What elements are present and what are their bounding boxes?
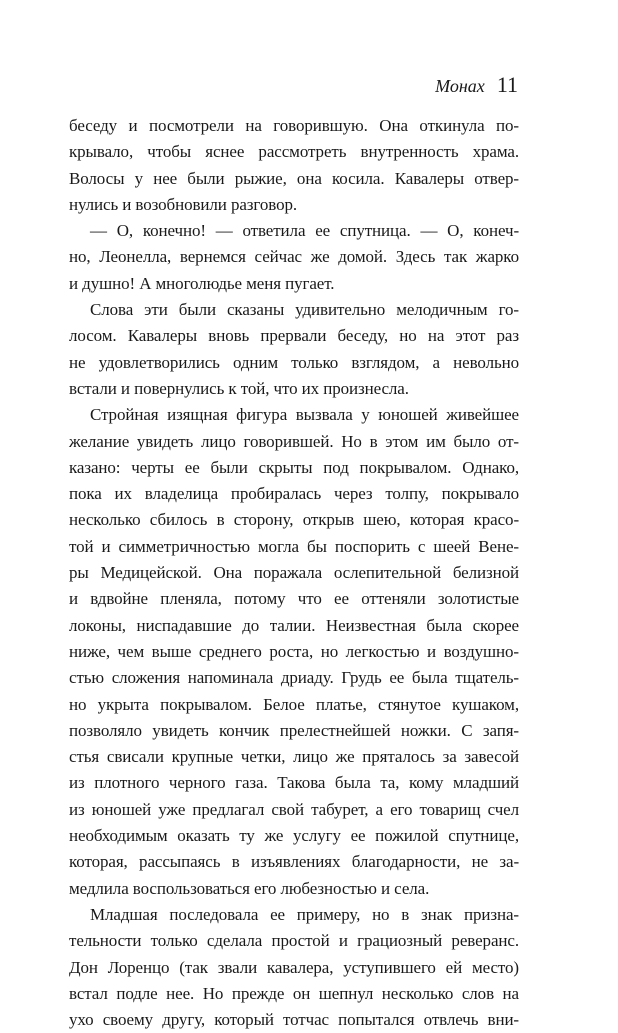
text-line: ниже, чем выше среднего роста, но легкостью и воздушно- bbox=[69, 641, 519, 661]
text-line: локоны, ниспадавшие до талии. Неизвестная была скорее bbox=[69, 615, 519, 635]
text-line: и душно! А многолюдье меня пугает. bbox=[69, 273, 335, 293]
text-line: ры Медицейской. Она поражала ослепительной белизной bbox=[69, 563, 519, 583]
text-line: той и симметричностью могла бы поспорить с шеей Вене- bbox=[69, 536, 519, 556]
text-line: пока их владелица пробиралась через толпу, покрывало bbox=[69, 484, 519, 504]
text-line: но, Леонелла, вернемся сейчас же домой. Здесь так жарко bbox=[69, 247, 519, 267]
text-line: крывало, чтобы яснее рассмотреть внутренность храма. bbox=[69, 142, 519, 162]
text-line: ухо своему другу, который тотчас попытался отвлечь вни- bbox=[69, 1010, 519, 1030]
text-line: беседу и посмотрели на говорившую. Она откинула по- bbox=[69, 116, 519, 135]
text-line: нулись и возобновили разговор. bbox=[69, 194, 298, 214]
text-line: желание увидеть лицо говорившей. Но в этом им было от- bbox=[69, 431, 519, 451]
text-line: несколько сбилось в сторону, открыв шею, которая красо- bbox=[69, 510, 519, 530]
text-line: Слова эти были сказаны удивительно мелодичным го- bbox=[90, 300, 519, 320]
running-header bbox=[435, 72, 518, 98]
text-line: встали и повернулись к той, что их произнесла. bbox=[69, 378, 409, 398]
text-line: необходимым оказать ту же услугу ее пожилой спутнице, bbox=[69, 826, 519, 846]
text-line: которая, рассыпаясь в изъявлениях благодарности, не за- bbox=[69, 852, 519, 872]
text-line: но укрыта покрывалом. Белое платье, стянутое кушаком, bbox=[69, 694, 519, 714]
text-line: лосом. Кавалеры вновь прервали беседу, но на этот раз bbox=[69, 326, 519, 346]
text-line: Дон Лоренцо (так звали кавалера, уступившего ей место) bbox=[69, 957, 519, 977]
body-text bbox=[69, 113, 519, 1033]
text-line: и вдвойне пленяла, потому что ее оттеняли золотистые bbox=[69, 589, 519, 609]
text-line: медлила воспользоваться его любезностью и села. bbox=[69, 878, 430, 898]
text-line: — О, конечно! — ответила ее спутница. — О, конеч- bbox=[90, 221, 519, 241]
text-line: стью сложения напоминала дриаду. Грудь ее была тщатель- bbox=[69, 668, 519, 688]
text-line: Волосы у нее были рыжие, она косила. Кавалеры отвер- bbox=[69, 168, 519, 188]
text-line: тельности только сделала простой и грациозный реверанс. bbox=[69, 931, 519, 951]
text-line: стья свисали крупные четки, лицо же пряталось за завесой bbox=[69, 747, 519, 767]
text-line: не удовлетворились одним только взглядом, а невольно bbox=[69, 352, 519, 372]
text-line: позволяло увидеть кончик прелестнейшей ножки. С запя- bbox=[69, 720, 519, 740]
running-title: Монах bbox=[435, 76, 485, 96]
text-line: из юношей уже предлагал свой табурет, а его товарищ счел bbox=[69, 799, 519, 819]
text-line: казано: черты ее были скрыты под покрывалом. Однако, bbox=[69, 457, 519, 477]
text-line: Стройная изящная фигура вызвала у юношей живейшее bbox=[90, 405, 519, 425]
page-number: 11 bbox=[496, 72, 518, 97]
text-line: Младшая последовала ее примеру, но в знак призна- bbox=[90, 904, 519, 924]
text-line: из плотного черного газа. Такова была та, кому младший bbox=[69, 773, 519, 793]
text-line: встал подле нее. Но прежде он шепнул несколько слов на bbox=[69, 983, 519, 1003]
